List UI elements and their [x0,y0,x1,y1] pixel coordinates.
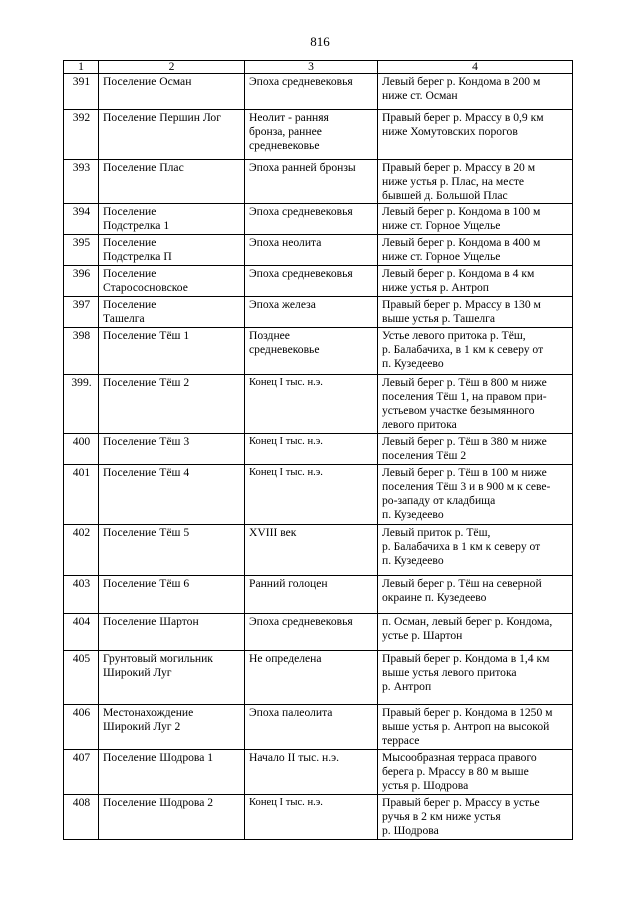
monument-location-line: Левый берег р. Тёш в 800 м ниже [382,376,547,389]
monument-name [99,465,245,525]
monument-name-line: Поселение [103,236,157,249]
monument-dating [245,651,378,705]
monument-name-line: Ташелга [103,312,145,325]
table-row [64,110,573,160]
monument-location [378,525,573,576]
table-row [64,235,573,266]
row-number: 401 [64,465,99,525]
monument-name [99,160,245,204]
monument-dating-line: Эпоха ранней бронзы [249,161,356,174]
monument-name [99,110,245,160]
monument-name-line: Поселение Шодрова 2 [103,796,214,809]
monument-location-line: Правый берег р. Мрассу в 20 м [382,161,536,174]
monument-location-line: ниже устья р. Антроп [382,281,490,294]
monument-name-line: Поселение Тёш 6 [103,577,190,590]
monument-name-line: Поселение [103,298,157,311]
monument-name [99,434,245,465]
monument-location-line: Левый берег р. Тёш на северной [382,577,542,590]
monument-location-line: бывшей д. Большой Плас [382,189,508,202]
table-row [64,328,573,375]
monument-location [378,375,573,434]
monument-location [378,160,573,204]
monument-dating [245,525,378,576]
monument-location [378,297,573,328]
table-row [64,651,573,705]
row-number: 408 [64,795,99,840]
row-number: 393 [64,160,99,204]
row-number: 396 [64,266,99,297]
monument-location-line: ниже ст. Горное Ущелье [382,250,501,263]
monument-location-line: поселения Тёш 1, на правом при- [382,390,547,403]
monument-name-line: Поселение Тёш 3 [103,435,190,448]
monument-name-line: Поселение [103,205,157,218]
monument-location-line: р. Шодрова [382,824,439,837]
table-row [64,204,573,235]
monument-dating-line: средневековье [249,139,320,152]
monument-location [378,651,573,705]
monument-name [99,614,245,651]
table-row [64,375,573,434]
monument-location-line: устья р. Шодрова [382,779,469,792]
monument-location-line: ниже устья р. Плас, на месте [382,175,525,188]
monument-dating-line: Эпоха неолита [249,236,322,249]
monument-location-line: Левый берег р. Тёш в 100 м ниже [382,466,547,479]
monument-dating [245,266,378,297]
row-number: 394 [64,204,99,235]
monument-dating-line: Не определена [249,652,322,665]
monument-name [99,750,245,795]
row-number: 402 [64,525,99,576]
monument-name-line: Поселение [103,267,157,280]
row-number: 397 [64,297,99,328]
monument-location-line: р. Балабачиха, в 1 км к северу от [382,343,544,356]
monument-dating [245,705,378,750]
monument-dating [245,750,378,795]
monument-location-line: Левый берег р. Кондома в 4 км [382,267,535,280]
monument-location-line: Левый берег р. Кондома в 200 м [382,75,541,88]
monument-location-line: террасе [382,734,420,747]
column-number-row [64,61,573,74]
row-number: 406 [64,705,99,750]
monument-location-line: устьевом участке безымянного [382,404,535,417]
monument-dating-line: Конец I тыс. н.э. [249,436,323,447]
monument-name-line: Поселение Тёш 4 [103,466,190,479]
monument-dating-line: Неолит - ранняя [249,111,329,124]
monument-location-line: Мысообразная терраса правого [382,751,537,764]
monument-dating-line: Эпоха средневековья [249,615,353,628]
monument-location-line: Правый берег р. Кондома в 1250 м [382,706,553,719]
page-number: 816 [310,34,330,49]
monument-location-line: Правый берег р. Кондома в 1,4 км [382,652,550,665]
row-number: 399. [64,375,99,434]
monument-name-line: Поселение Шодрова 1 [103,751,214,764]
monument-dating-line: Начало II тыс. н.э. [249,751,340,764]
monument-name-line: Поселение Тёш 2 [103,376,190,389]
monument-dating-line: Конец I тыс. н.э. [249,797,323,808]
monument-name-line: Грунтовый могильник [103,652,213,665]
monument-location-line: Правый берег р. Мрассу в устье [382,796,540,809]
monument-name [99,795,245,840]
monument-location-line: ниже Хомутовских порогов [382,125,518,138]
monument-dating-line: Эпоха железа [249,298,316,311]
table-row [64,434,573,465]
monument-location-line: поселения Тёш 2 [382,449,467,462]
monument-dating [245,465,378,525]
monument-location-line: устье р. Шартон [382,629,463,642]
monument-location-line: поселения Тёш 3 и в 900 м к севе- [382,480,551,493]
monument-location [378,750,573,795]
monument-location-line: Левый берег р. Кондома в 100 м [382,205,541,218]
monument-name-line: Поселение Плас [103,161,184,174]
monument-location-line: левого притока [382,418,457,431]
monument-location [378,235,573,266]
monument-location-line: выше устья р. Антроп на высокой [382,720,550,733]
monument-name [99,705,245,750]
monument-location-line: Правый берег р. Мрассу в 130 м [382,298,541,311]
monument-location [378,465,573,525]
monument-name-line: Поселение Тёш 1 [103,329,190,342]
monument-dating [245,576,378,614]
monument-dating [245,795,378,840]
monument-name [99,651,245,705]
row-number: 404 [64,614,99,651]
monument-location-line: берега р. Мрассу в 80 м выше [382,765,529,778]
monument-location-line: Левый приток р. Тёш, [382,526,491,539]
monument-location [378,110,573,160]
monument-name [99,235,245,266]
row-number: 407 [64,750,99,795]
table-row [64,465,573,525]
monument-location [378,705,573,750]
monument-name-line: Широкий Луг [103,666,172,679]
row-number: 400 [64,434,99,465]
row-number: 391 [64,74,99,110]
monument-dating-line: XVIII век [249,526,297,539]
table-row [64,705,573,750]
monument-name [99,74,245,110]
monument-dating-line: Эпоха средневековья [249,267,353,280]
monument-dating-line: Ранний голоцен [249,577,328,590]
monument-location [378,204,573,235]
monument-location-line: Левый берег р. Кондома в 400 м [382,236,541,249]
column-number: 4 [378,61,573,74]
monument-name [99,297,245,328]
monuments-table [63,60,573,840]
monument-name [99,328,245,375]
monument-location-line: ручья в 2 км ниже устья [382,810,501,823]
monument-name [99,576,245,614]
table-row [64,525,573,576]
monument-dating-line: средневековье [249,343,320,356]
monument-location-line: п. Кузедеево [382,508,444,521]
row-number: 392 [64,110,99,160]
monument-location [378,266,573,297]
monument-location [378,74,573,110]
monument-dating [245,328,378,375]
monument-location-line: п. Кузедеево [382,357,444,370]
column-number: 2 [99,61,245,74]
monument-dating [245,160,378,204]
monument-location-line: ниже ст. Горное Ущелье [382,219,501,232]
monument-location-line: окраине п. Кузедеево [382,591,487,604]
column-number: 1 [64,61,99,74]
monument-dating-line: бронза, раннее [249,125,322,138]
table-row [64,74,573,110]
monument-location-line: выше устья р. Ташелга [382,312,496,325]
monument-location-line: Левый берег р. Тёш в 380 м ниже [382,435,547,448]
monument-name-line: Широкий Луг 2 [103,720,181,733]
table-row [64,795,573,840]
column-number: 3 [245,61,378,74]
monument-location [378,576,573,614]
monument-dating-line: Позднее [249,329,290,342]
monument-name [99,525,245,576]
monument-location-line: выше устья левого притока [382,666,517,679]
monument-dating [245,204,378,235]
monument-location-line: ро-западу от кладбища [382,494,496,507]
monument-name-line: Подстрелка П [103,250,172,263]
monument-location-line: р. Балабачиха в 1 км к северу от [382,540,541,553]
monument-location [378,434,573,465]
monument-location-line: р. Антроп [382,680,432,693]
table-row [64,614,573,651]
monument-name-line: Поселение Шартон [103,615,199,628]
monument-dating-line: Конец I тыс. н.э. [249,377,323,388]
monument-name [99,375,245,434]
monument-dating [245,74,378,110]
monument-location [378,614,573,651]
monument-name-line: Старососновское [103,281,188,294]
table-row [64,266,573,297]
monument-name-line: Поселение Осман [103,75,192,88]
table-row [64,576,573,614]
monument-name-line: Местонахождение [103,706,194,719]
monument-dating [245,297,378,328]
monument-dating [245,235,378,266]
monument-dating-line: Конец I тыс. н.э. [249,467,323,478]
monument-location-line: ниже ст. Осман [382,89,458,102]
table-row [64,297,573,328]
monument-name [99,204,245,235]
monument-dating [245,375,378,434]
table-row [64,160,573,204]
monument-dating-line: Эпоха средневековья [249,75,353,88]
table-row [64,750,573,795]
row-number: 395 [64,235,99,266]
monument-location [378,795,573,840]
monument-name-line: Поселение Тёш 5 [103,526,190,539]
row-number: 403 [64,576,99,614]
monument-location-line: Устье левого притока р. Тёш, [382,329,526,342]
monument-location-line: п. Осман, левый берег р. Кондома, [382,615,553,628]
monument-location [378,328,573,375]
monument-location-line: Правый берег р. Мрассу в 0,9 км [382,111,544,124]
monument-dating-line: Эпоха палеолита [249,706,333,719]
row-number: 405 [64,651,99,705]
row-number: 398 [64,328,99,375]
monument-name [99,266,245,297]
monument-name-line: Подстрелка 1 [103,219,170,232]
monument-name-line: Поселение Першин Лог [103,111,221,124]
monument-location-line: п. Кузедеево [382,554,444,567]
monument-dating [245,434,378,465]
table-body [64,74,573,840]
monument-dating [245,614,378,651]
monument-dating-line: Эпоха средневековья [249,205,353,218]
monument-dating [245,110,378,160]
